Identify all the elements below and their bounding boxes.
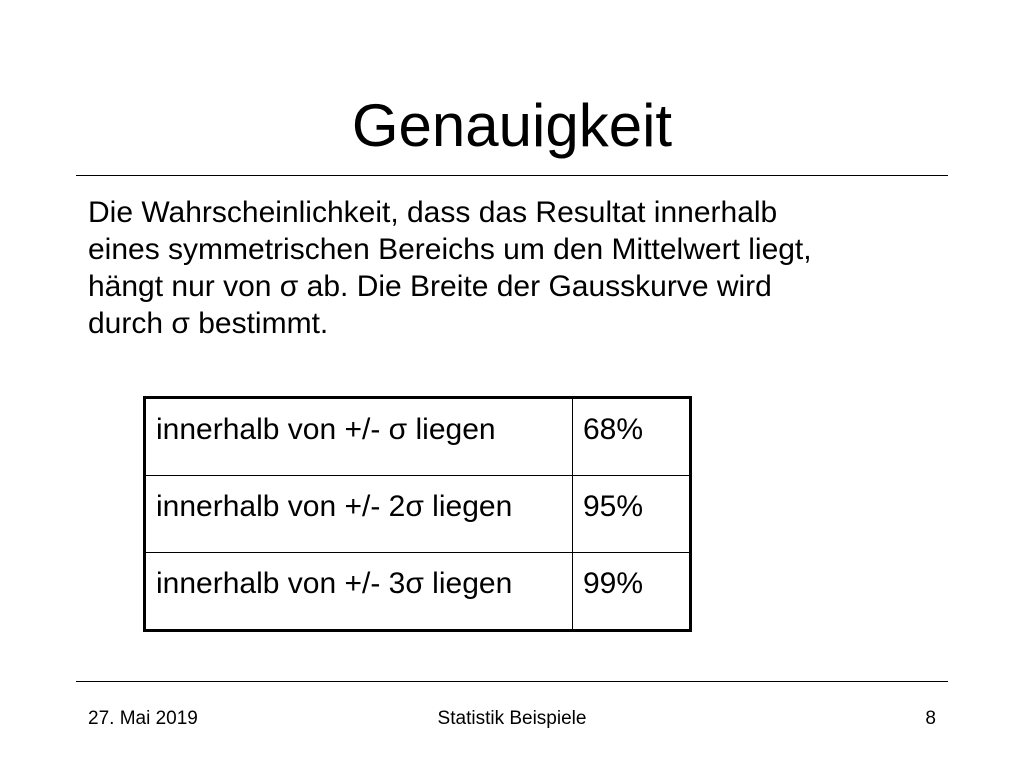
- footer-date: 27. Mai 2019: [88, 708, 198, 729]
- body-line: hängt nur von σ ab. Die Breite der Gausskurve wird: [88, 270, 772, 303]
- footer-divider: [76, 681, 948, 682]
- table-cell-label: innerhalb von +/- 2σ liegen: [145, 476, 573, 553]
- body-paragraph: [88, 194, 938, 342]
- table-cell-value: 95%: [573, 476, 691, 553]
- page-number: 8: [925, 708, 936, 729]
- table-cell-value: 68%: [573, 398, 691, 476]
- body-line: Die Wahrscheinlichkeit, dass das Resultat innerhalb: [88, 196, 778, 229]
- body-line: eines symmetrischen Bereichs um den Mittelwert liegt,: [88, 233, 812, 266]
- table-cell-label: innerhalb von +/- 3σ liegen: [145, 553, 573, 631]
- table-cell-value: 99%: [573, 553, 691, 631]
- slide-title: Genauigkeit: [351, 92, 673, 159]
- table-cell-label: innerhalb von +/- σ liegen: [145, 398, 573, 476]
- table-row: [145, 398, 691, 476]
- title-divider: [76, 175, 948, 176]
- table-row: [145, 476, 691, 553]
- footer-title: Statistik Beispiele: [437, 708, 587, 729]
- table-row: [145, 553, 691, 631]
- probability-table: [143, 396, 692, 632]
- body-line: durch σ bestimmt.: [88, 307, 329, 340]
